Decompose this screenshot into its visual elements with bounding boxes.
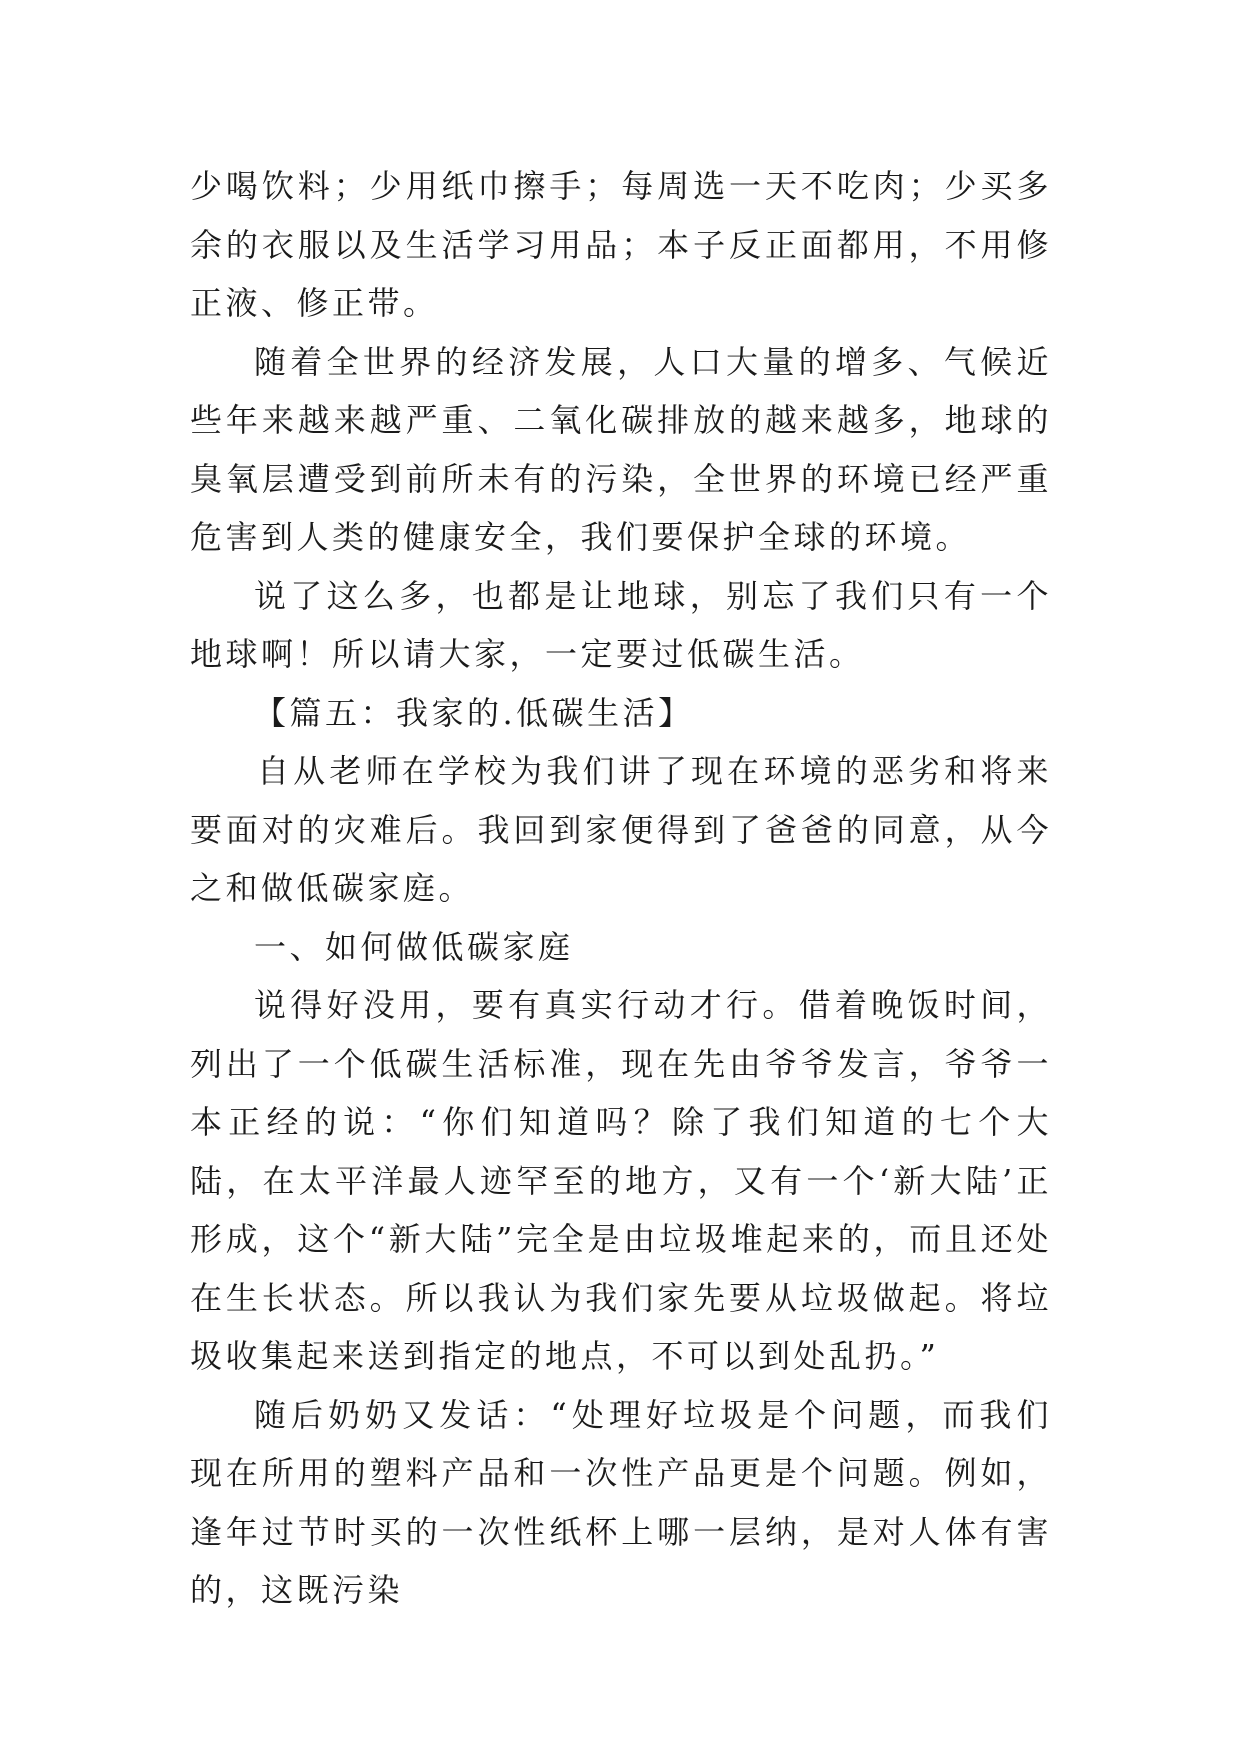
section-heading: 【篇五：我家的.低碳生活】 (254, 693, 694, 732)
paragraph-4: 自从老师在学校为我们讲了现在环境的恶劣和将来要面对的灾难后。我回到家便得到了爸爸的同意，从今之和做低碳家庭。 (190, 752, 1052, 907)
paragraph-1: 少喝饮料；少用纸巾擦手；每周选一天不吃肉；少买多余的衣服以及生活学习用品；本子反正面都用，不用修正液、修正带。 (190, 167, 1052, 322)
document-body (190, 157, 1052, 1620)
subheading: 一、如何做低碳家庭 (254, 927, 574, 966)
paragraph-3: 说了这么多，也都是让地球，别忘了我们只有一个地球啊！所以请大家，一定要过低碳生活。 (190, 576, 1052, 673)
paragraph-5: 说得好没用，要有真实行动才行。借着晚饭时间，列出了一个低碳生活标准，现在先由爷爷发言，爷爷一本正经的说：“你们知道吗？除了我们知道的七个大陆，在太平洋最人迹罕至的地方，又有一个‘新大陆’正形成，这个“新大陆”完全是由垃圾堆起来的，而且还处在生长状态。所以我认为我们家先要从垃圾做起。将垃圾收集起来送到指定的地点，不可以到处乱扔。” (190, 986, 1052, 1375)
paragraph-6: 随后奶奶又发话：“处理好垃圾是个问题，而我们现在所用的塑料产品和一次性产品更是个问题。例如，逢年过节时买的一次性纸杯上哪一层纳，是对人体有害的，这既污染 (190, 1395, 1052, 1609)
paragraph-2: 随着全世界的经济发展，人口大量的增多、气候近些年来越来越严重、二氧化碳排放的越来越多，地球的臭氧层遭受到前所未有的污染，全世界的环境已经严重危害到人类的健康安全，我们要保护全球的环境。 (190, 342, 1052, 556)
